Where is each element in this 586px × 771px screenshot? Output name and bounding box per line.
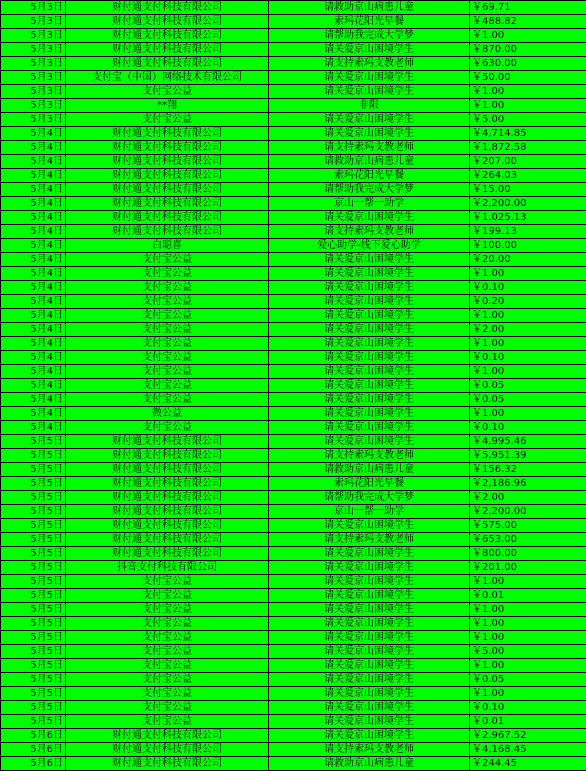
table-row <box>1 169 586 183</box>
date-cell[interactable]: 5月4日 <box>1 309 66 323</box>
amount-cell[interactable]: ￥1.00 <box>470 337 586 351</box>
donor-cell[interactable]: 财付通支付科技有限公司 <box>66 533 269 547</box>
amount-cell[interactable]: ￥2,200.00 <box>470 505 586 519</box>
date-cell[interactable]: 5月4日 <box>1 211 66 225</box>
table-row <box>1 127 586 141</box>
donor-cell[interactable]: 财付通支付科技有限公司 <box>66 547 269 561</box>
donor-cell[interactable]: 微公益 <box>66 407 269 421</box>
project-cell[interactable]: 请关爱京山困境学生 <box>269 519 470 533</box>
amount-cell[interactable]: ￥207.00 <box>470 155 586 169</box>
donor-cell[interactable]: **翔 <box>66 99 269 113</box>
amount-cell[interactable]: ￥0.10 <box>470 281 586 295</box>
date-cell[interactable]: 5月6日 <box>1 757 66 771</box>
project-cell[interactable]: 请帮助我完成大学梦 <box>269 183 470 197</box>
date-cell[interactable]: 5月4日 <box>1 239 66 253</box>
amount-cell[interactable]: ￥69.71 <box>470 1 586 15</box>
date-cell[interactable]: 5月5日 <box>1 673 66 687</box>
table-row <box>1 449 586 463</box>
donor-cell[interactable]: 支付宝公益 <box>66 687 269 701</box>
amount-cell[interactable]: ￥1.00 <box>470 309 586 323</box>
donor-cell[interactable]: 财付通支付科技有限公司 <box>66 1 269 15</box>
donor-cell[interactable]: 支付宝公益 <box>66 365 269 379</box>
table-row <box>1 673 586 687</box>
donor-cell[interactable]: 支付宝公益 <box>66 631 269 645</box>
donor-cell[interactable]: 支付宝公益 <box>66 645 269 659</box>
date-cell[interactable]: 5月4日 <box>1 253 66 267</box>
table-row <box>1 43 586 57</box>
donor-cell[interactable]: 支付宝公益 <box>66 393 269 407</box>
donor-cell[interactable]: 财付通支付科技有限公司 <box>66 491 269 505</box>
project-cell[interactable]: 请关爱京山困境学生 <box>269 687 470 701</box>
amount-cell[interactable]: ￥156.32 <box>470 463 586 477</box>
amount-cell[interactable]: ￥488.82 <box>470 15 586 29</box>
table-row <box>1 113 586 127</box>
table-row <box>1 15 586 29</box>
amount-cell[interactable]: ￥870.00 <box>470 43 586 57</box>
amount-cell[interactable]: ￥0.10 <box>470 701 586 715</box>
project-cell[interactable]: 请关爱京山困境学生 <box>269 351 470 365</box>
amount-cell[interactable]: ￥630.00 <box>470 57 586 71</box>
date-cell[interactable]: 5月5日 <box>1 477 66 491</box>
date-cell[interactable]: 5月5日 <box>1 547 66 561</box>
table-row <box>1 729 586 743</box>
amount-cell[interactable]: ￥2,200.00 <box>470 197 586 211</box>
donor-cell[interactable]: 支付宝公益 <box>66 337 269 351</box>
date-cell[interactable]: 5月3日 <box>1 15 66 29</box>
project-cell[interactable]: 请关爱京山困境学生 <box>269 365 470 379</box>
date-cell[interactable]: 5月5日 <box>1 491 66 505</box>
table-row <box>1 575 586 589</box>
table-row <box>1 617 586 631</box>
amount-cell[interactable]: ￥1.00 <box>470 85 586 99</box>
donor-cell[interactable]: 支付宝公益 <box>66 575 269 589</box>
project-cell[interactable]: 请关爱京山困境学生 <box>269 407 470 421</box>
amount-cell[interactable]: ￥2.00 <box>470 491 586 505</box>
table-row <box>1 659 586 673</box>
table-row <box>1 547 586 561</box>
date-cell[interactable]: 5月4日 <box>1 379 66 393</box>
table-row <box>1 183 586 197</box>
donor-cell[interactable]: 支付宝公益 <box>66 421 269 435</box>
table-row <box>1 701 586 715</box>
date-cell[interactable]: 5月5日 <box>1 589 66 603</box>
date-cell[interactable]: 5月4日 <box>1 365 66 379</box>
donor-cell[interactable]: 支付宝公益 <box>66 589 269 603</box>
amount-cell[interactable]: ￥20.00 <box>470 253 586 267</box>
project-cell[interactable]: 索玛花阳光早餐 <box>269 15 470 29</box>
date-cell[interactable]: 5月5日 <box>1 463 66 477</box>
table-row <box>1 561 586 575</box>
project-cell[interactable]: 请救助京山病患儿童 <box>269 155 470 169</box>
table-row <box>1 99 586 113</box>
table-row <box>1 715 586 729</box>
project-cell[interactable]: 非限 <box>269 99 470 113</box>
amount-cell[interactable]: ￥2,967.52 <box>470 729 586 743</box>
amount-cell[interactable]: ￥1.00 <box>470 687 586 701</box>
amount-cell[interactable]: ￥1.00 <box>470 267 586 281</box>
donor-cell[interactable]: 财付通支付科技有限公司 <box>66 141 269 155</box>
project-cell[interactable]: 请支持索玛支教老师 <box>269 57 470 71</box>
table-row <box>1 463 586 477</box>
date-cell[interactable]: 5月4日 <box>1 141 66 155</box>
amount-cell[interactable]: ￥0.05 <box>470 379 586 393</box>
project-cell[interactable]: 请关爱京山困境学生 <box>269 267 470 281</box>
date-cell[interactable]: 5月3日 <box>1 113 66 127</box>
date-cell[interactable]: 5月5日 <box>1 659 66 673</box>
donor-cell[interactable]: 财付通支付科技有限公司 <box>66 449 269 463</box>
donor-cell[interactable]: 财付通支付科技有限公司 <box>66 435 269 449</box>
date-cell[interactable]: 5月3日 <box>1 99 66 113</box>
date-cell[interactable]: 5月4日 <box>1 337 66 351</box>
table-row <box>1 281 586 295</box>
project-cell[interactable]: 请关爱京山困境学生 <box>269 71 470 85</box>
donor-cell[interactable]: 支付宝公益 <box>66 603 269 617</box>
date-cell[interactable]: 5月5日 <box>1 715 66 729</box>
project-cell[interactable]: 请救助京山病患儿童 <box>269 463 470 477</box>
project-cell[interactable]: 请关爱京山困境学生 <box>269 393 470 407</box>
donor-cell[interactable]: 支付宝公益 <box>66 281 269 295</box>
donor-cell[interactable]: 支付宝公益 <box>66 267 269 281</box>
project-cell[interactable]: 请关爱京山困境学生 <box>269 715 470 729</box>
amount-cell[interactable]: ￥653.00 <box>470 533 586 547</box>
table-row <box>1 589 586 603</box>
table-row <box>1 29 586 43</box>
table-row <box>1 407 586 421</box>
project-cell[interactable]: 请关爱京山困境学生 <box>269 589 470 603</box>
table-row <box>1 85 586 99</box>
project-cell[interactable]: 请关爱京山困境学生 <box>269 603 470 617</box>
table-row <box>1 519 586 533</box>
date-cell[interactable]: 5月5日 <box>1 645 66 659</box>
date-cell[interactable]: 5月4日 <box>1 407 66 421</box>
project-cell[interactable]: 索玛花阳光早餐 <box>269 169 470 183</box>
date-cell[interactable]: 5月5日 <box>1 687 66 701</box>
donor-cell[interactable]: 财付通支付科技有限公司 <box>66 169 269 183</box>
table-row <box>1 491 586 505</box>
project-cell[interactable]: 请关爱京山困境学生 <box>269 575 470 589</box>
date-cell[interactable]: 5月4日 <box>1 281 66 295</box>
table-row <box>1 533 586 547</box>
project-cell[interactable]: 请支持索玛支教老师 <box>269 743 470 757</box>
donor-cell[interactable]: 支付宝公益 <box>66 85 269 99</box>
project-cell[interactable]: 请关爱京山困境学生 <box>269 127 470 141</box>
donor-cell[interactable]: 支付宝公益 <box>66 113 269 127</box>
donor-cell[interactable]: 财付通支付科技有限公司 <box>66 57 269 71</box>
amount-cell[interactable]: ￥15.00 <box>470 183 586 197</box>
date-cell[interactable]: 5月4日 <box>1 155 66 169</box>
date-cell[interactable]: 5月5日 <box>1 505 66 519</box>
donor-cell[interactable]: 支付宝公益 <box>66 617 269 631</box>
table-row <box>1 687 586 701</box>
project-cell[interactable]: 请关爱京山困境学生 <box>269 659 470 673</box>
donor-cell[interactable]: 支付宝公益 <box>66 673 269 687</box>
project-cell[interactable]: 请关爱京山困境学生 <box>269 701 470 715</box>
date-cell[interactable]: 5月5日 <box>1 631 66 645</box>
project-cell[interactable]: 请帮助我完成大学梦 <box>269 29 470 43</box>
date-cell[interactable]: 5月5日 <box>1 519 66 533</box>
donor-cell[interactable]: 财付通支付科技有限公司 <box>66 183 269 197</box>
project-cell[interactable]: 京山一帮一助学 <box>269 505 470 519</box>
table-row <box>1 71 586 85</box>
amount-cell[interactable]: ￥5.00 <box>470 645 586 659</box>
date-cell[interactable]: 5月4日 <box>1 183 66 197</box>
date-cell[interactable]: 5月6日 <box>1 743 66 757</box>
amount-cell[interactable]: ￥0.01 <box>470 715 586 729</box>
date-cell[interactable]: 5月3日 <box>1 1 66 15</box>
amount-cell[interactable]: ￥575.00 <box>470 519 586 533</box>
amount-cell[interactable]: ￥5,951.39 <box>470 449 586 463</box>
donor-cell[interactable]: 财付通支付科技有限公司 <box>66 743 269 757</box>
amount-cell[interactable]: ￥244.45 <box>470 757 586 771</box>
project-cell[interactable]: 请救助京山病患儿童 <box>269 757 470 771</box>
project-cell[interactable]: 请支持索玛支教老师 <box>269 449 470 463</box>
amount-cell[interactable]: ￥0.20 <box>470 295 586 309</box>
table-row <box>1 295 586 309</box>
amount-cell[interactable]: ￥1.00 <box>470 575 586 589</box>
project-cell[interactable]: 请帮助我完成大学梦 <box>269 491 470 505</box>
table-row <box>1 1 586 15</box>
project-cell[interactable]: 请关爱京山困境学生 <box>269 729 470 743</box>
table-row <box>1 393 586 407</box>
amount-cell[interactable]: ￥1.00 <box>470 617 586 631</box>
amount-cell[interactable]: ￥1,872.58 <box>470 141 586 155</box>
donor-cell[interactable]: 支付宝（中国）网络技术有限公司 <box>66 71 269 85</box>
table-row <box>1 743 586 757</box>
table-row <box>1 57 586 71</box>
date-cell[interactable]: 5月4日 <box>1 295 66 309</box>
table-row <box>1 757 586 771</box>
table-row <box>1 239 586 253</box>
table-row <box>1 477 586 491</box>
table-row <box>1 421 586 435</box>
amount-cell[interactable]: ￥800.00 <box>470 547 586 561</box>
project-cell[interactable]: 请关爱京山困境学生 <box>269 435 470 449</box>
donor-cell[interactable]: 财付通支付科技有限公司 <box>66 757 269 771</box>
project-cell[interactable]: 请关爱京山困境学生 <box>269 43 470 57</box>
project-cell[interactable]: 请关爱京山困境学生 <box>269 281 470 295</box>
amount-cell[interactable]: ￥1.00 <box>470 365 586 379</box>
project-cell[interactable]: 请关爱京山困境学生 <box>269 547 470 561</box>
amount-cell[interactable]: ￥0.10 <box>470 351 586 365</box>
amount-cell[interactable]: ￥5.00 <box>470 113 586 127</box>
table-row <box>1 323 586 337</box>
table-row <box>1 155 586 169</box>
table-row <box>1 211 586 225</box>
table-row <box>1 365 586 379</box>
donor-cell[interactable]: 财付通支付科技有限公司 <box>66 729 269 743</box>
date-cell[interactable]: 5月5日 <box>1 603 66 617</box>
date-cell[interactable]: 5月4日 <box>1 393 66 407</box>
amount-cell[interactable]: ￥1.00 <box>470 29 586 43</box>
donor-cell[interactable]: 支付宝公益 <box>66 715 269 729</box>
table-row <box>1 225 586 239</box>
amount-cell[interactable]: ￥201.00 <box>470 561 586 575</box>
donor-cell[interactable]: 财付通支付科技有限公司 <box>66 505 269 519</box>
amount-cell[interactable]: ￥264.03 <box>470 169 586 183</box>
date-cell[interactable]: 5月5日 <box>1 617 66 631</box>
date-cell[interactable]: 5月4日 <box>1 351 66 365</box>
project-cell[interactable]: 请关爱京山困境学生 <box>269 421 470 435</box>
project-cell[interactable]: 京山一帮一助学 <box>269 197 470 211</box>
donor-cell[interactable]: 财付通支付科技有限公司 <box>66 127 269 141</box>
amount-cell[interactable]: ￥1.00 <box>470 631 586 645</box>
date-cell[interactable]: 5月5日 <box>1 449 66 463</box>
donor-cell[interactable]: 财付通支付科技有限公司 <box>66 15 269 29</box>
date-cell[interactable]: 5月3日 <box>1 29 66 43</box>
project-cell[interactable]: 请关爱京山困境学生 <box>269 113 470 127</box>
amount-cell[interactable]: ￥2.00 <box>470 323 586 337</box>
table-row <box>1 267 586 281</box>
table-row <box>1 197 586 211</box>
table-row <box>1 603 586 617</box>
project-cell[interactable]: 请关爱京山困境学生 <box>269 379 470 393</box>
donor-cell[interactable]: 抖音支付科技有限公司 <box>66 561 269 575</box>
date-cell[interactable]: 5月4日 <box>1 267 66 281</box>
amount-cell[interactable]: ￥0.01 <box>470 589 586 603</box>
project-cell[interactable]: 索玛花阳光早餐 <box>269 477 470 491</box>
donor-cell[interactable]: 支付宝公益 <box>66 295 269 309</box>
donor-cell[interactable]: 支付宝公益 <box>66 253 269 267</box>
amount-cell[interactable]: ￥1,025.13 <box>470 211 586 225</box>
date-cell[interactable]: 5月5日 <box>1 575 66 589</box>
date-cell[interactable]: 5月5日 <box>1 561 66 575</box>
donor-cell[interactable]: 财付通支付科技有限公司 <box>66 463 269 477</box>
project-cell[interactable]: 请关爱京山困境学生 <box>269 561 470 575</box>
project-cell[interactable]: 请关爱京山困境学生 <box>269 211 470 225</box>
date-cell[interactable]: 5月5日 <box>1 435 66 449</box>
amount-cell[interactable]: ￥0.05 <box>470 393 586 407</box>
date-cell[interactable]: 5月4日 <box>1 169 66 183</box>
donation-rows <box>1 1 586 771</box>
donor-cell[interactable]: 支付宝公益 <box>66 323 269 337</box>
table-row <box>1 141 586 155</box>
project-cell[interactable]: 请关爱京山困境学生 <box>269 253 470 267</box>
project-cell[interactable]: 请支持索玛支教老师 <box>269 533 470 547</box>
donor-cell[interactable]: 支付宝公益 <box>66 659 269 673</box>
donor-cell[interactable]: 财付通支付科技有限公司 <box>66 519 269 533</box>
donor-cell[interactable]: 支付宝公益 <box>66 379 269 393</box>
date-cell[interactable]: 5月4日 <box>1 197 66 211</box>
table-row <box>1 337 586 351</box>
amount-cell[interactable]: ￥0.10 <box>470 421 586 435</box>
amount-cell[interactable]: ￥199.13 <box>470 225 586 239</box>
project-cell[interactable]: 请关爱京山困境学生 <box>269 631 470 645</box>
date-cell[interactable]: 5月3日 <box>1 71 66 85</box>
date-cell[interactable]: 5月4日 <box>1 225 66 239</box>
table-row <box>1 309 586 323</box>
project-cell[interactable]: 请关爱京山困境学生 <box>269 645 470 659</box>
donor-cell[interactable]: 白聪喜 <box>66 239 269 253</box>
amount-cell[interactable]: ￥1.00 <box>470 99 586 113</box>
amount-cell[interactable]: ￥4,714.85 <box>470 127 586 141</box>
amount-cell[interactable]: ￥2,186.96 <box>470 477 586 491</box>
table-row <box>1 379 586 393</box>
project-cell[interactable]: 请关爱京山困境学生 <box>269 673 470 687</box>
date-cell[interactable]: 5月3日 <box>1 57 66 71</box>
project-cell[interactable]: 请关爱京山困境学生 <box>269 323 470 337</box>
date-cell[interactable]: 5月5日 <box>1 533 66 547</box>
project-cell[interactable]: 请关爱京山困境学生 <box>269 617 470 631</box>
donor-cell[interactable]: 财付通支付科技有限公司 <box>66 43 269 57</box>
table-row <box>1 435 586 449</box>
date-cell[interactable]: 5月3日 <box>1 43 66 57</box>
table-row <box>1 253 586 267</box>
table-row <box>1 631 586 645</box>
amount-cell[interactable]: ￥4,995.46 <box>470 435 586 449</box>
amount-cell[interactable]: ￥50.00 <box>470 71 586 85</box>
table-row <box>1 351 586 365</box>
donor-cell[interactable]: 财付通支付科技有限公司 <box>66 155 269 169</box>
amount-cell[interactable]: ￥100.00 <box>470 239 586 253</box>
project-cell[interactable]: 请支持索玛支教老师 <box>269 225 470 239</box>
donor-cell[interactable]: 支付宝公益 <box>66 309 269 323</box>
donor-cell[interactable]: 财付通支付科技有限公司 <box>66 211 269 225</box>
amount-cell[interactable]: ￥1.00 <box>470 603 586 617</box>
date-cell[interactable]: 5月4日 <box>1 323 66 337</box>
amount-cell[interactable]: ￥1.00 <box>470 659 586 673</box>
date-cell[interactable]: 5月4日 <box>1 421 66 435</box>
amount-cell[interactable]: ￥4,168.45 <box>470 743 586 757</box>
table-row <box>1 645 586 659</box>
project-cell[interactable]: 请关爱京山困境学生 <box>269 85 470 99</box>
donor-cell[interactable]: 支付宝公益 <box>66 701 269 715</box>
table-row <box>1 505 586 519</box>
donor-cell[interactable]: 财付通支付科技有限公司 <box>66 225 269 239</box>
project-cell[interactable]: 爱心助学-线下爱心助学 <box>269 239 470 253</box>
date-cell[interactable]: 5月4日 <box>1 127 66 141</box>
project-cell[interactable]: 请救助京山病患儿童 <box>269 1 470 15</box>
date-cell[interactable]: 5月6日 <box>1 729 66 743</box>
project-cell[interactable]: 请支持索玛支教老师 <box>269 141 470 155</box>
date-cell[interactable]: 5月3日 <box>1 85 66 99</box>
date-cell[interactable]: 5月5日 <box>1 701 66 715</box>
amount-cell[interactable]: ￥1.00 <box>470 407 586 421</box>
amount-cell[interactable]: ￥0.05 <box>470 673 586 687</box>
project-cell[interactable]: 请关爱京山困境学生 <box>269 309 470 323</box>
donor-cell[interactable]: 财付通支付科技有限公司 <box>66 197 269 211</box>
project-cell[interactable]: 请关爱京山困境学生 <box>269 337 470 351</box>
donor-cell[interactable]: 财付通支付科技有限公司 <box>66 29 269 43</box>
donor-cell[interactable]: 财付通支付科技有限公司 <box>66 477 269 491</box>
project-cell[interactable]: 请关爱京山困境学生 <box>269 295 470 309</box>
donor-cell[interactable]: 支付宝公益 <box>66 351 269 365</box>
